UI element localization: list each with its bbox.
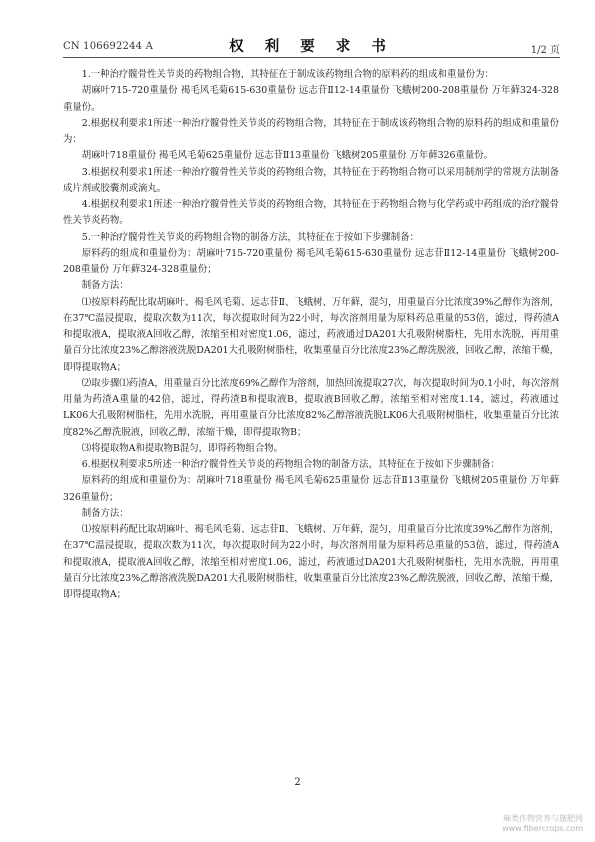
claim-6-composition: 原料药的组成和重量份为：胡麻叶718重量份 褐毛风毛菊625重量份 远志苷Ⅱ13重量份 飞蛾树205重量份 万年藓326重量份；	[63, 475, 559, 503]
claim-1-composition: 胡麻叶715-720重量份 褐毛风毛菊615-630重量份 远志苷Ⅱ12-14重量份 飞蛾树200-208重量份 万年藓324-328重量份。	[63, 85, 559, 113]
header-rule	[63, 57, 560, 58]
claim-5: 5.一种治疗髋骨性关节炎的药物组合物的制备方法，其特征在于按如下步骤制备：	[81, 231, 419, 243]
claim-6-step-1: ⑴按原料药配比取胡麻叶、褐毛风毛菊、远志苷Ⅱ、飞蛾树、万年藓，混匀，用重量百分比浓度39%乙醇作为溶剂，在37℃温浸提取，提取次数为11次，每次提取时间为22小时，每次溶剂用量为原料药总重量的53倍，滤过，得药渣A和提取液A，提取液A回收乙醇，浓缩至相对密度1.06，滤过，药液通过DA201大孔吸附树脂柱，先用水洗脱，再用重量百分比浓度23%乙醇溶液洗脱DA201大孔吸附树脂柱，收集重量百分比浓度23%乙醇洗脱液，回收乙醇，浓缩干燥，即得提取物A；	[63, 524, 560, 600]
watermark-url: www.fibercrops.com	[502, 824, 583, 833]
publication-number: CN 106692244 A	[63, 41, 154, 52]
claim-2-composition: 胡麻叶718重量份 褐毛风毛菊625重量份 远志苷Ⅱ13重量份 飞蛾树205重量份 万年藓326重量份。	[81, 150, 493, 162]
claim-5-step-1: ⑴按原料药配比取胡麻叶、褐毛风毛菊、远志苷Ⅱ、飞蛾树、万年藓，混匀，用重量百分比浓度39%乙醇作为溶剂，在37℃温浸提取，提取次数为11次，每次提取时间为22小时，每次溶剂用量为原料药总重量的53倍，滤过，得药渣A和提取液A，提取液A回收乙醇，浓缩至相对密度1.06，滤过，药液通过DA201大孔吸附树脂柱，先用水洗脱，再用重量百分比浓度23%乙醇溶液洗脱DA201大孔吸附树脂柱，收集重量百分比浓度23%乙醇洗脱液，回收乙醇，浓缩干燥，即得提取物A；	[63, 296, 560, 373]
page-header	[63, 33, 560, 55]
document-title: 权 利 要 求 书	[229, 38, 394, 55]
claim-5-step-2: ⑵取步骤⑴药渣A，用重量百分比浓度69%乙醇作为溶剂，加热回流提取27次，每次提取时间为0.1小时，每次溶剂用量为药渣A重量的42倍，滤过，得药渣B和提取液B，提取液B回收乙醇，浓缩至相对密度1.14，滤过，药液通过LK06大孔吸附树脂柱，先用水洗脱，再用重量百分比浓度82%乙醇溶液洗脱LK06大孔吸附树脂柱，收集重量百分比浓度82%乙醇洗脱液，回收乙醇，浓缩干燥，即得提取物B；	[63, 377, 559, 438]
claim-3: 3.根据权利要求1所述一种治疗髋骨性关节炎的药物组合物，其特征在于药物组合物可以采用制剂学的常规方法制备成片剂或胶囊剂或滴丸。	[63, 166, 559, 194]
claim-2: 2.根据权利要求1所述一种治疗髋骨性关节炎的药物组合物，其特征在于制成该药物组合物的原料药的组成和重量份为：	[63, 117, 559, 145]
site-watermark	[502, 814, 583, 834]
claim-4: 4.根据权利要求1所述一种治疗髋骨性关节炎的药物组合物，其特征在于药物组合物与化学药或中药组成的治疗髋骨性关节炎药物。	[63, 199, 559, 227]
claim-6-method-heading: 制备方法：	[81, 507, 129, 519]
claim-1: 1.一种治疗髋骨性关节炎的药物组合物，其特征在于制成该药物组合物的原料药的组成和重量份为：	[81, 69, 494, 80]
page-number: 2	[294, 777, 301, 788]
page-indicator: 1/2 页	[530, 45, 560, 56]
claims-body	[63, 67, 559, 603]
claim-5-composition: 原料药的组成和重量份为：胡麻叶715-720重量份 褐毛风毛菊615-630重量份 远志苷Ⅱ12-14重量份 飞蛾树200-208重量份 万年藓324-328重量份；	[63, 247, 559, 275]
claim-5-step-3: ⑶将提取物A和提取物B混匀，即得药物组合物。	[81, 442, 283, 454]
watermark-title: 麻类作物营养与施肥网	[503, 814, 583, 823]
claim-5-method-heading: 制备方法：	[81, 280, 129, 292]
claim-6: 6.根据权利要求5所述一种治疗髋骨性关节炎的药物组合物的制备方法，其特征在于按如下步骤制备：	[81, 459, 500, 470]
